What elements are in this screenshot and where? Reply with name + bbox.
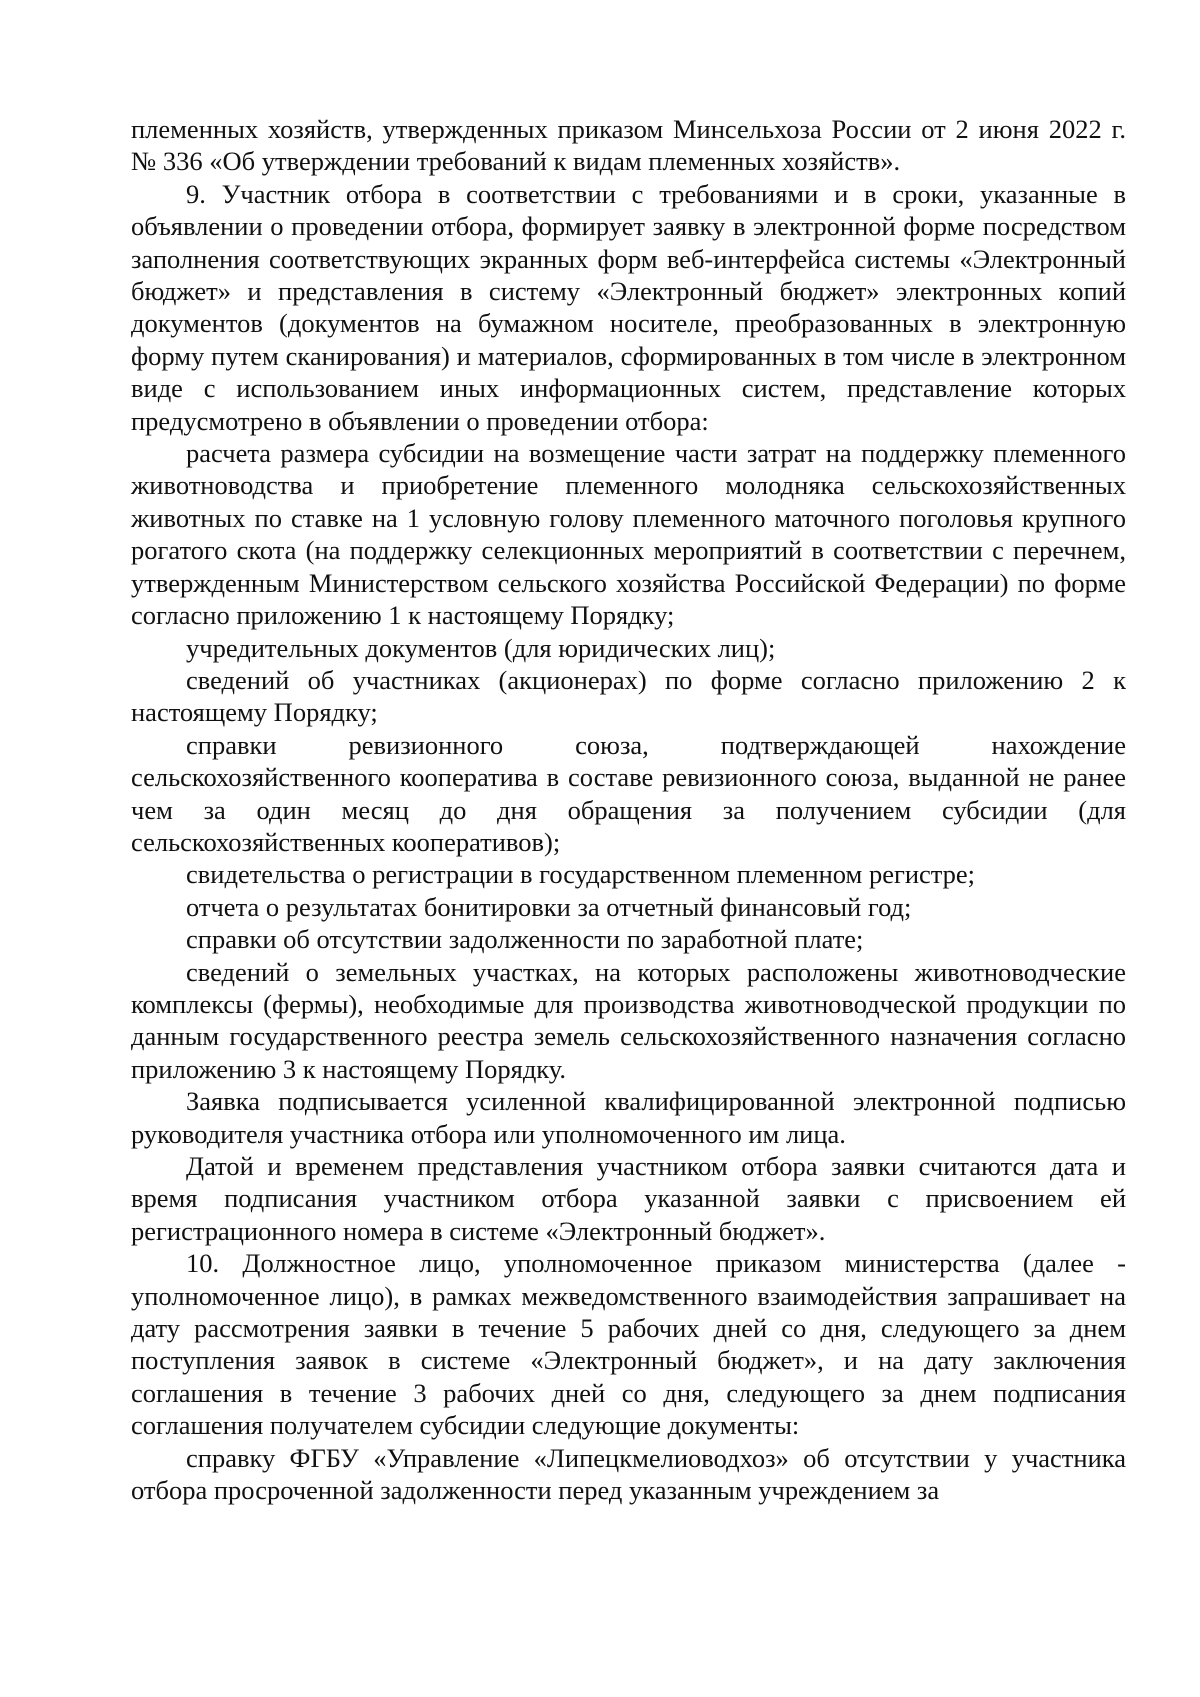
paragraph-certificate-fgbu: справку ФГБУ «Управление «Липецкмелиоводхоз» об отсутствии у участника отбора просроченной задолженности перед указанным учреждением за (131, 1442, 1126, 1506)
paragraph-founding-documents: учредительных документов (для юридических лиц); (186, 632, 776, 663)
paragraph-continuation: племенных хозяйств, утвержденных приказом Минсельхоза России от 2 июня 2022 г. № 336 «Об утверждении требований к видам племенных хозяйств». (131, 114, 1126, 177)
paragraph-shareholders: сведений об участниках (акционерах) по форме согласно приложению 2 к настоящему Порядку; (131, 664, 1126, 728)
paragraph-item-9: 9. Участник отбора в соответствии с требованиями и в сроки, указанные в объявлении о проведении отбора, формирует заявку в электронной форме посредством заполнения соответствующих экранных форм веб-интерфейса системы «Электронный бюджет» и представления в систему «Электронный бюджет» электронных копий документов (документов на бумажном носителе, преобразованных в электронную форму путем сканирования) и материалов, сформированных в том числе в электронном виде с использованием иных информационных систем, представление которых предусмотрено в объявлении о проведении отбора: (131, 178, 1126, 436)
paragraph-land-plots: сведений о земельных участках, на которых расположены животноводческие комплексы (фермы), необходимые для производства животноводческой продукции по данным государственного реестра земель сельскохозяйственного назначения согласно приложению 3 к настоящему Порядку. (131, 956, 1126, 1084)
document-page (131, 113, 1126, 1506)
paragraph-signature: Заявка подписывается усиленной квалифицированной электронной подписью руководителя участника отбора или уполномоченного им лица. (131, 1086, 1126, 1149)
paragraph-bonitation-report: отчета о результатах бонитировки за отчетный финансовый год; (186, 891, 912, 922)
paragraph-item-10: 10. Должностное лицо, уполномоченное приказом министерства (далее - уполномоченное лицо), в рамках межведомственного взаимодействия запрашивает на дату рассмотрения заявки в течение 5 рабочих дней со дня, следующего за днем поступления заявок в системе «Электронный бюджет», и на дату заключения соглашения в течение 3 рабочих дней со дня, следующего за днем подписания соглашения получателем субсидии следующие документы: (131, 1248, 1126, 1441)
paragraph-registry-certificate: свидетельства о регистрации в государственном племенном регистре; (186, 859, 976, 890)
paragraph-subsidy-calculation: расчета размера субсидии на возмещение части затрат на поддержку племенного животноводства и приобретение племенного молодняка сельскохозяйственных животных по ставке на 1 условную голову племенного маточного поголовья крупного рогатого скота (на поддержку селекционных мероприятий в соответствии с перечнем, утвержденным Министерством сельского хозяйства Российской Федерации) по форме согласно приложению 1 к настоящему Порядку; (131, 438, 1126, 631)
paragraph-audit-union: справки ревизионного союза, подтверждающей нахождение сельскохозяйственного кооператива в составе ревизионного союза, выданной не ранее чем за один месяц до дня обращения за получением субсидии (для сельскохозяйственных кооперативов); (131, 729, 1126, 857)
paragraph-submission-date: Датой и временем представления участником отбора заявки считаются дата и время подписания участником отбора указанной заявки с присвоением ей регистрационного номера в системе «Электронный бюджет». (131, 1151, 1126, 1246)
paragraph-wage-arrears: справки об отсутствии задолженности по заработной плате; (186, 924, 864, 955)
